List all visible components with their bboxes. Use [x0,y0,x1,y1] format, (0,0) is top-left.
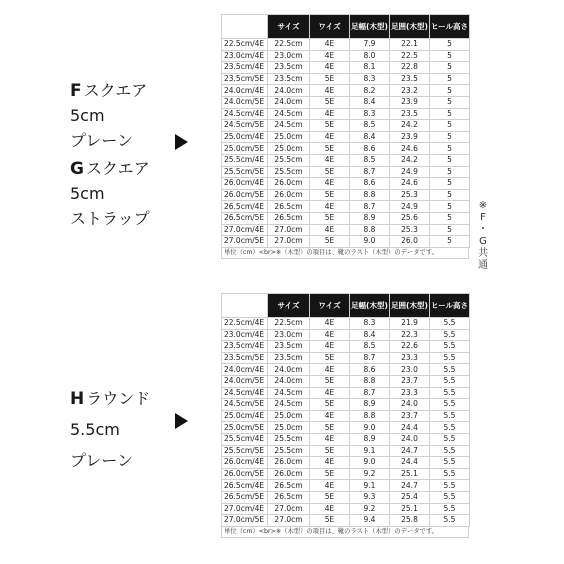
table-row [222,410,470,422]
style-f-title [70,78,150,103]
style-g-type: ストラップ [70,209,150,228]
cell-width: 4E [310,480,350,492]
cell-heel-height: 5 [430,73,470,85]
cell-width: 4E [310,50,350,62]
style-h-shape: ラウンド [86,389,151,408]
cell-size: 23.0cm [268,50,310,62]
cell-label: 26.0cm/5E [222,189,268,201]
cell-foot-width: 8.9 [350,433,390,445]
cell-width: 4E [310,178,350,190]
size-table [221,293,470,527]
cell-width: 4E [310,457,350,469]
cell-width: 5E [310,236,350,248]
table-row [222,399,470,411]
header-blank [222,294,268,318]
table-row [222,375,470,387]
cell-label: 27.0cm/4E [222,503,268,515]
cell-foot-width: 8.9 [350,212,390,224]
cell-size: 26.0cm [268,457,310,469]
cell-foot-girth: 24.2 [390,120,430,132]
cell-foot-girth: 25.4 [390,491,430,503]
cell-label: 26.5cm/5E [222,491,268,503]
cell-width: 4E [310,131,350,143]
table-row [222,166,470,178]
cell-width: 4E [310,364,350,376]
cell-label: 24.0cm/5E [222,96,268,108]
cell-width: 5E [310,189,350,201]
cell-foot-girth: 23.2 [390,85,430,97]
style-f-heel: 5cm [70,106,105,125]
cell-width: 5E [310,212,350,224]
cell-width: 4E [310,154,350,166]
cell-heel-height: 5 [430,224,470,236]
cell-size: 23.5cm [268,341,310,353]
table-row [222,491,470,503]
style-g-heel: 5cm [70,184,105,203]
cell-width: 5E [310,96,350,108]
cell-foot-girth: 25.3 [390,189,430,201]
cell-width: 4E [310,108,350,120]
cell-size: 25.5cm [268,166,310,178]
cell-foot-width: 8.5 [350,341,390,353]
cell-foot-width: 8.8 [350,189,390,201]
side-note-char: ※ [478,200,488,211]
side-note-char: 通 [478,260,488,271]
cell-foot-girth: 23.7 [390,375,430,387]
table-row [222,318,470,330]
table-row [222,433,470,445]
header-width: ワイズ [310,294,350,318]
table-row [222,131,470,143]
cell-width: 4E [310,85,350,97]
cell-heel-height: 5 [430,189,470,201]
cell-width: 5E [310,375,350,387]
cell-foot-girth: 22.6 [390,341,430,353]
cell-foot-girth: 24.2 [390,154,430,166]
cell-heel-height: 5 [430,108,470,120]
cell-label: 24.0cm/4E [222,85,268,97]
cell-size: 25.0cm [268,410,310,422]
side-note-char: G [479,236,487,247]
cell-width: 4E [310,201,350,213]
table-header-row [222,294,470,318]
cell-size: 25.0cm [268,422,310,434]
cell-heel-height: 5.5 [430,515,470,527]
style-h-type: プレーン [70,451,134,470]
cell-label: 24.0cm/4E [222,364,268,376]
style-label-fg [70,78,150,231]
cell-foot-girth: 22.8 [390,62,430,74]
table-row [222,120,470,132]
cell-label: 22.5cm/4E [222,39,268,51]
cell-size: 22.5cm [268,39,310,51]
cell-size: 25.5cm [268,433,310,445]
cell-label: 25.5cm/5E [222,166,268,178]
cell-heel-height: 5 [430,201,470,213]
cell-foot-girth: 24.7 [390,480,430,492]
table-row [222,503,470,515]
cell-size: 22.5cm [268,318,310,330]
table-row [222,108,470,120]
cell-foot-girth: 24.0 [390,433,430,445]
cell-heel-height: 5 [430,143,470,155]
cell-foot-width: 8.7 [350,201,390,213]
cell-foot-girth: 24.7 [390,445,430,457]
cell-size: 27.0cm [268,224,310,236]
style-g-shape: スクエア [85,159,150,178]
cell-size: 24.5cm [268,120,310,132]
cell-size: 24.5cm [268,387,310,399]
cell-label: 25.0cm/5E [222,422,268,434]
table-row [222,178,470,190]
cell-heel-height: 5.5 [430,445,470,457]
cell-foot-girth: 22.5 [390,50,430,62]
cell-size: 26.5cm [268,212,310,224]
cell-foot-width: 8.3 [350,108,390,120]
cell-size: 25.0cm [268,131,310,143]
cell-foot-girth: 24.9 [390,201,430,213]
cell-label: 25.0cm/5E [222,143,268,155]
cell-width: 5E [310,399,350,411]
cell-size: 24.0cm [268,375,310,387]
cell-label: 26.5cm/5E [222,212,268,224]
cell-foot-width: 8.0 [350,50,390,62]
cell-width: 5E [310,73,350,85]
cell-foot-width: 8.7 [350,166,390,178]
cell-width: 5E [310,468,350,480]
cell-label: 26.5cm/4E [222,201,268,213]
cell-width: 4E [310,503,350,515]
cell-size: 26.5cm [268,201,310,213]
cell-heel-height: 5.5 [430,329,470,341]
cell-foot-girth: 25.8 [390,515,430,527]
cell-heel-height: 5.5 [430,503,470,515]
cell-foot-width: 9.1 [350,480,390,492]
cell-foot-girth: 22.3 [390,329,430,341]
cell-heel-height: 5 [430,120,470,132]
cell-foot-width: 9.2 [350,503,390,515]
table-row [222,201,470,213]
cell-foot-girth: 23.0 [390,364,430,376]
cell-width: 4E [310,329,350,341]
cell-foot-width: 8.7 [350,387,390,399]
cell-foot-girth: 24.0 [390,399,430,411]
table-header-row [222,15,470,39]
cell-label: 23.0cm/4E [222,329,268,341]
cell-label: 23.5cm/4E [222,62,268,74]
cell-heel-height: 5.5 [430,468,470,480]
cell-size: 26.0cm [268,189,310,201]
table-row [222,387,470,399]
cell-foot-girth: 24.6 [390,143,430,155]
table-footnote: 単位（cm）<br>※（木型）の項目は、靴のラスト（木型）のデータです。 [221,248,469,259]
cell-foot-girth: 24.4 [390,457,430,469]
cell-width: 4E [310,39,350,51]
cell-foot-girth: 21.9 [390,318,430,330]
cell-size: 24.0cm [268,364,310,376]
cell-heel-height: 5.5 [430,318,470,330]
cell-label: 24.5cm/4E [222,108,268,120]
style-letter-f: F [70,81,82,101]
table-row [222,236,470,248]
cell-width: 4E [310,224,350,236]
cell-label: 25.5cm/4E [222,154,268,166]
cell-heel-height: 5 [430,39,470,51]
arrow-right-icon [175,134,188,150]
header-heel-height: ヒール高さ [430,15,470,39]
cell-size: 25.5cm [268,445,310,457]
cell-heel-height: 5 [430,62,470,74]
cell-label: 24.5cm/4E [222,387,268,399]
cell-foot-width: 8.9 [350,399,390,411]
table-row [222,445,470,457]
header-size: サイズ [268,15,310,39]
cell-foot-width: 8.6 [350,178,390,190]
cell-foot-girth: 23.5 [390,108,430,120]
side-note-char: 共 [478,248,488,259]
cell-foot-width: 8.2 [350,85,390,97]
cell-heel-height: 5.5 [430,410,470,422]
cell-width: 4E [310,410,350,422]
table-row [222,457,470,469]
cell-label: 25.0cm/4E [222,131,268,143]
cell-heel-height: 5.5 [430,491,470,503]
cell-size: 23.5cm [268,62,310,74]
style-letter-h: H [70,389,85,409]
cell-heel-height: 5.5 [430,480,470,492]
cell-size: 24.0cm [268,96,310,108]
cell-foot-girth: 23.7 [390,410,430,422]
cell-width: 5E [310,445,350,457]
cell-size: 25.5cm [268,154,310,166]
cell-heel-height: 5 [430,131,470,143]
table-row [222,422,470,434]
style-f-type: プレーン [70,131,134,150]
cell-foot-width: 9.2 [350,468,390,480]
cell-foot-width: 9.4 [350,515,390,527]
table-row [222,329,470,341]
style-f-shape: スクエア [83,81,148,100]
cell-heel-height: 5 [430,212,470,224]
cell-foot-width: 7.9 [350,39,390,51]
cell-size: 25.0cm [268,143,310,155]
cell-width: 5E [310,120,350,132]
cell-heel-height: 5 [430,178,470,190]
cell-width: 5E [310,352,350,364]
cell-heel-height: 5 [430,85,470,97]
cell-size: 23.5cm [268,352,310,364]
table-row [222,62,470,74]
cell-foot-girth: 24.9 [390,166,430,178]
cell-heel-height: 5.5 [430,387,470,399]
table-row [222,364,470,376]
cell-heel-height: 5 [430,154,470,166]
table-row [222,50,470,62]
cell-width: 4E [310,387,350,399]
cell-label: 22.5cm/4E [222,318,268,330]
cell-foot-girth: 23.3 [390,387,430,399]
cell-foot-width: 8.4 [350,329,390,341]
cell-foot-width: 8.4 [350,96,390,108]
cell-heel-height: 5.5 [430,399,470,411]
cell-size: 24.5cm [268,108,310,120]
cell-label: 23.5cm/5E [222,73,268,85]
cell-foot-width: 8.1 [350,62,390,74]
header-foot-width: 足幅(木型) [350,294,390,318]
table-footnote: 単位（cm）<br>※（木型）の項目は、靴のラスト（木型）のデータです。 [221,527,469,538]
cell-label: 26.0cm/4E [222,457,268,469]
cell-foot-width: 8.5 [350,154,390,166]
header-foot-width: 足幅(木型) [350,15,390,39]
cell-heel-height: 5.5 [430,457,470,469]
cell-foot-width: 8.8 [350,410,390,422]
style-h-heel: 5.5cm [70,420,120,439]
cell-foot-girth: 25.3 [390,224,430,236]
arrow-right-icon [175,413,188,429]
cell-width: 5E [310,515,350,527]
cell-label: 24.5cm/5E [222,120,268,132]
cell-foot-girth: 25.6 [390,212,430,224]
side-note-char: F [480,212,486,223]
cell-foot-width: 9.1 [350,445,390,457]
side-note [477,200,489,272]
cell-width: 4E [310,62,350,74]
header-foot-girth: 足囲(木型) [390,15,430,39]
cell-heel-height: 5.5 [430,375,470,387]
cell-heel-height: 5.5 [430,364,470,376]
cell-heel-height: 5.5 [430,433,470,445]
size-table-h [221,293,469,538]
cell-heel-height: 5 [430,50,470,62]
header-heel-height: ヒール高さ [430,294,470,318]
cell-width: 5E [310,491,350,503]
header-size: サイズ [268,294,310,318]
cell-heel-height: 5.5 [430,352,470,364]
header-blank [222,15,268,39]
cell-foot-width: 8.8 [350,224,390,236]
table-row [222,189,470,201]
cell-foot-girth: 22.1 [390,39,430,51]
cell-label: 27.0cm/5E [222,515,268,527]
table-row [222,96,470,108]
table-row [222,85,470,97]
cell-foot-girth: 25.1 [390,503,430,515]
table-row [222,341,470,353]
table-row [222,212,470,224]
cell-label: 26.0cm/4E [222,178,268,190]
style-g-title [70,156,150,181]
cell-foot-width: 8.4 [350,131,390,143]
cell-heel-height: 5 [430,236,470,248]
cell-foot-girth: 23.3 [390,352,430,364]
cell-foot-width: 9.3 [350,491,390,503]
cell-width: 4E [310,433,350,445]
cell-label: 25.0cm/4E [222,410,268,422]
cell-foot-width: 8.7 [350,352,390,364]
cell-width: 4E [310,341,350,353]
cell-label: 23.5cm/5E [222,352,268,364]
cell-foot-girth: 23.5 [390,73,430,85]
cell-size: 23.5cm [268,73,310,85]
size-table [221,14,470,248]
cell-size: 26.0cm [268,178,310,190]
cell-size: 26.5cm [268,491,310,503]
cell-foot-width: 9.0 [350,236,390,248]
cell-foot-width: 8.6 [350,143,390,155]
cell-size: 27.0cm [268,515,310,527]
cell-foot-width: 8.3 [350,73,390,85]
cell-foot-girth: 26.0 [390,236,430,248]
side-note-char: ・ [478,224,488,235]
cell-foot-girth: 23.9 [390,131,430,143]
cell-label: 27.0cm/4E [222,224,268,236]
cell-heel-height: 5.5 [430,341,470,353]
style-letter-g: G [70,159,84,179]
cell-label: 26.0cm/5E [222,468,268,480]
cell-size: 27.0cm [268,236,310,248]
cell-foot-width: 8.8 [350,375,390,387]
table-row [222,515,470,527]
size-table-fg [221,14,469,259]
cell-size: 26.0cm [268,468,310,480]
cell-foot-girth: 23.9 [390,96,430,108]
table-row [222,73,470,85]
cell-label: 23.5cm/4E [222,341,268,353]
cell-foot-width: 8.5 [350,120,390,132]
cell-label: 26.5cm/4E [222,480,268,492]
cell-size: 27.0cm [268,503,310,515]
header-foot-girth: 足囲(木型) [390,294,430,318]
cell-size: 24.0cm [268,85,310,97]
cell-label: 24.5cm/5E [222,399,268,411]
cell-width: 4E [310,318,350,330]
cell-width: 5E [310,166,350,178]
table-row [222,39,470,51]
table-row [222,224,470,236]
cell-foot-girth: 25.1 [390,468,430,480]
cell-foot-width: 8.6 [350,364,390,376]
cell-foot-girth: 24.4 [390,422,430,434]
cell-width: 5E [310,143,350,155]
table-row [222,352,470,364]
cell-foot-width: 9.0 [350,422,390,434]
cell-label: 27.0cm/5E [222,236,268,248]
cell-size: 26.5cm [268,480,310,492]
cell-heel-height: 5 [430,166,470,178]
table-row [222,468,470,480]
cell-label: 23.0cm/4E [222,50,268,62]
style-h-title [70,386,150,411]
cell-size: 23.0cm [268,329,310,341]
cell-size: 24.5cm [268,399,310,411]
cell-width: 5E [310,422,350,434]
cell-label: 25.5cm/5E [222,445,268,457]
cell-heel-height: 5.5 [430,422,470,434]
cell-foot-width: 9.0 [350,457,390,469]
table-row [222,154,470,166]
cell-foot-girth: 24.6 [390,178,430,190]
header-width: ワイズ [310,15,350,39]
table-row [222,480,470,492]
style-label-h [70,386,150,473]
cell-label: 25.5cm/4E [222,433,268,445]
table-row [222,143,470,155]
cell-foot-width: 8.3 [350,318,390,330]
cell-label: 24.0cm/5E [222,375,268,387]
cell-heel-height: 5 [430,96,470,108]
